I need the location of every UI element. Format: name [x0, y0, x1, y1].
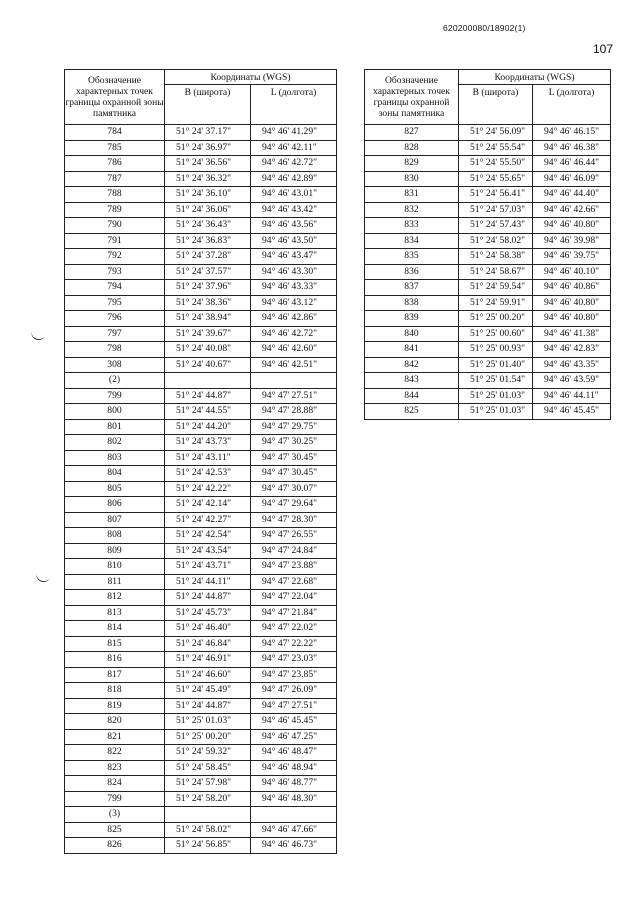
table-row: [65, 140, 337, 156]
table-row: [365, 187, 611, 203]
longitude-cell: 94° 46' 40.80": [533, 311, 611, 327]
longitude-cell: 94° 47' 26.55": [251, 528, 337, 544]
longitude-cell: 94° 47' 28.88": [251, 404, 337, 420]
point-cell: 791: [65, 233, 165, 249]
longitude-cell: 94° 46' 43.01": [251, 187, 337, 203]
header-lat: B (широта): [165, 85, 251, 125]
longitude-cell: 94° 46' 46.38": [533, 140, 611, 156]
table-row: [65, 636, 337, 652]
longitude-cell: 94° 47' 23.88": [251, 559, 337, 575]
table-row: [65, 295, 337, 311]
latitude-cell: 51° 24' 37.17": [165, 125, 251, 141]
latitude-cell: [165, 373, 251, 389]
longitude-cell: 94° 46' 43.12": [251, 295, 337, 311]
point-cell: 835: [365, 249, 459, 265]
table-row: [365, 326, 611, 342]
longitude-cell: [251, 807, 337, 823]
latitude-cell: 51° 24' 44.87": [165, 698, 251, 714]
table-row: [65, 435, 337, 451]
point-cell: 821: [65, 729, 165, 745]
longitude-cell: 94° 46' 42.66": [533, 202, 611, 218]
point-cell: 833: [365, 218, 459, 234]
point-cell: 844: [365, 388, 459, 404]
table-row: [65, 156, 337, 172]
latitude-cell: 51° 25' 01.40": [459, 357, 533, 373]
longitude-cell: 94° 46' 41.29": [251, 125, 337, 141]
table-row: [365, 140, 611, 156]
table-row: [65, 202, 337, 218]
table-row: [65, 357, 337, 373]
longitude-cell: 94° 46' 47.25": [251, 729, 337, 745]
table-row: [65, 342, 337, 358]
table-row: [65, 264, 337, 280]
latitude-cell: 51° 24' 46.91": [165, 652, 251, 668]
latitude-cell: 51° 25' 01.03": [459, 404, 533, 420]
point-cell: 812: [65, 590, 165, 606]
point-cell: 837: [365, 280, 459, 296]
latitude-cell: 51° 24' 40.08": [165, 342, 251, 358]
point-cell: 787: [65, 171, 165, 187]
longitude-cell: 94° 46' 40.10": [533, 264, 611, 280]
table-row: [65, 280, 337, 296]
point-cell: 817: [65, 667, 165, 683]
table-row: [365, 202, 611, 218]
longitude-cell: 94° 46' 39.75": [533, 249, 611, 265]
longitude-cell: 94° 47' 30.45": [251, 466, 337, 482]
point-cell: 786: [65, 156, 165, 172]
latitude-cell: 51° 24' 57.98": [165, 776, 251, 792]
latitude-cell: 51° 24' 46.60": [165, 667, 251, 683]
point-cell: 814: [65, 621, 165, 637]
table-row: [65, 404, 337, 420]
latitude-cell: 51° 25' 00.93": [459, 342, 533, 358]
latitude-cell: 51° 24' 43.73": [165, 435, 251, 451]
table-row: [65, 218, 337, 234]
latitude-cell: 51° 25' 00.60": [459, 326, 533, 342]
point-cell: 794: [65, 280, 165, 296]
latitude-cell: 51° 24' 36.32": [165, 171, 251, 187]
table-row: [65, 559, 337, 575]
latitude-cell: 51° 24' 42.14": [165, 497, 251, 513]
margin-mark: [35, 569, 52, 584]
table-row: [65, 543, 337, 559]
latitude-cell: 51° 24' 43.11": [165, 450, 251, 466]
longitude-cell: 94° 46' 43.35": [533, 357, 611, 373]
longitude-cell: 94° 46' 43.56": [251, 218, 337, 234]
longitude-cell: 94° 47' 30.45": [251, 450, 337, 466]
point-cell: 828: [365, 140, 459, 156]
longitude-cell: 94° 46' 43.33": [251, 280, 337, 296]
latitude-cell: 51° 24' 42.53": [165, 466, 251, 482]
table-row: [365, 404, 611, 420]
point-cell: 801: [65, 419, 165, 435]
point-cell: 829: [365, 156, 459, 172]
point-cell: 834: [365, 233, 459, 249]
point-cell: 792: [65, 249, 165, 265]
table-row: [65, 776, 337, 792]
point-cell: 822: [65, 745, 165, 761]
longitude-cell: 94° 46' 48.77": [251, 776, 337, 792]
table-row: [65, 590, 337, 606]
point-cell: 838: [365, 295, 459, 311]
longitude-cell: 94° 46' 40.80": [533, 218, 611, 234]
point-cell: 788: [65, 187, 165, 203]
longitude-cell: 94° 47' 22.04": [251, 590, 337, 606]
point-cell: 799: [65, 388, 165, 404]
table-row: [365, 342, 611, 358]
longitude-cell: 94° 47' 27.51": [251, 698, 337, 714]
latitude-cell: 51° 25' 01.03": [459, 388, 533, 404]
table-row: [365, 233, 611, 249]
latitude-cell: 51° 24' 45.73": [165, 605, 251, 621]
longitude-cell: 94° 46' 42.89": [251, 171, 337, 187]
table-row: [65, 760, 337, 776]
table-row: [65, 187, 337, 203]
longitude-cell: 94° 46' 42.51": [251, 357, 337, 373]
latitude-cell: 51° 24' 58.38": [459, 249, 533, 265]
longitude-cell: 94° 46' 42.72": [251, 326, 337, 342]
point-cell: 800: [65, 404, 165, 420]
point-cell: 805: [65, 481, 165, 497]
latitude-cell: 51° 24' 57.43": [459, 218, 533, 234]
longitude-cell: 94° 46' 46.09": [533, 171, 611, 187]
longitude-cell: 94° 47' 21.84": [251, 605, 337, 621]
table-row: [65, 481, 337, 497]
table-row: [65, 683, 337, 699]
longitude-cell: 94° 46' 47.66": [251, 822, 337, 838]
point-cell: 796: [65, 311, 165, 327]
latitude-cell: 51° 24' 42.54": [165, 528, 251, 544]
latitude-cell: 51° 24' 58.67": [459, 264, 533, 280]
table-row: [65, 249, 337, 265]
latitude-cell: 51° 25' 00.20": [165, 729, 251, 745]
longitude-cell: 94° 46' 42.11": [251, 140, 337, 156]
table-row: [65, 838, 337, 854]
point-cell: 832: [365, 202, 459, 218]
point-cell: 797: [65, 326, 165, 342]
table-row: [65, 621, 337, 637]
point-cell: 804: [65, 466, 165, 482]
table-row: [65, 450, 337, 466]
longitude-cell: 94° 46' 43.50": [251, 233, 337, 249]
table-row: [65, 745, 337, 761]
table-row: [365, 125, 611, 141]
point-cell: 836: [365, 264, 459, 280]
table-row: [365, 249, 611, 265]
latitude-cell: 51° 24' 44.20": [165, 419, 251, 435]
point-cell: (2): [65, 373, 165, 389]
longitude-cell: 94° 46' 45.45": [533, 404, 611, 420]
table-row: [65, 807, 337, 823]
point-cell: 839: [365, 311, 459, 327]
latitude-cell: 51° 24' 55.50": [459, 156, 533, 172]
latitude-cell: 51° 24' 37.57": [165, 264, 251, 280]
longitude-cell: 94° 46' 42.86": [251, 311, 337, 327]
latitude-cell: 51° 24' 43.54": [165, 543, 251, 559]
latitude-cell: 51° 24' 36.10": [165, 187, 251, 203]
latitude-cell: 51° 24' 37.28": [165, 249, 251, 265]
table-row: [65, 388, 337, 404]
table-row: [365, 311, 611, 327]
longitude-cell: 94° 47' 29.75": [251, 419, 337, 435]
point-cell: 813: [65, 605, 165, 621]
table-row: [65, 233, 337, 249]
header-lat: B (широта): [459, 85, 533, 125]
latitude-cell: 51° 25' 01.03": [165, 714, 251, 730]
longitude-cell: 94° 46' 42.72": [251, 156, 337, 172]
point-cell: 825: [65, 822, 165, 838]
latitude-cell: 51° 24' 46.40": [165, 621, 251, 637]
longitude-cell: 94° 46' 48.47": [251, 745, 337, 761]
longitude-cell: 94° 46' 48.30": [251, 791, 337, 807]
longitude-cell: [251, 373, 337, 389]
header-designation: Обозначение характерных точек границы охранной зоны памятника: [65, 70, 165, 125]
point-cell: 831: [365, 187, 459, 203]
latitude-cell: 51° 24' 59.54": [459, 280, 533, 296]
latitude-cell: 51° 25' 01.54": [459, 373, 533, 389]
header-lon: L (долгота): [533, 85, 611, 125]
longitude-cell: 94° 46' 43.59": [533, 373, 611, 389]
latitude-cell: 51° 24' 38.36": [165, 295, 251, 311]
coordinates-table-left: [64, 69, 337, 854]
latitude-cell: [165, 807, 251, 823]
latitude-cell: 51° 24' 36.43": [165, 218, 251, 234]
longitude-cell: 94° 46' 42.83": [533, 342, 611, 358]
table-row: [65, 791, 337, 807]
point-cell: (3): [65, 807, 165, 823]
margin-mark: [30, 327, 47, 342]
header-coords-group: Координаты (WGS): [165, 70, 337, 85]
longitude-cell: 94° 46' 40.80": [533, 295, 611, 311]
latitude-cell: 51° 24' 56.85": [165, 838, 251, 854]
latitude-cell: 51° 24' 37.96": [165, 280, 251, 296]
table-row: [365, 295, 611, 311]
table-row: [365, 357, 611, 373]
longitude-cell: 94° 46' 46.44": [533, 156, 611, 172]
longitude-cell: 94° 46' 39.98": [533, 233, 611, 249]
latitude-cell: 51° 24' 58.02": [165, 822, 251, 838]
point-cell: 795: [65, 295, 165, 311]
table-row: [65, 714, 337, 730]
latitude-cell: 51° 24' 59.91": [459, 295, 533, 311]
latitude-cell: 51° 24' 59.32": [165, 745, 251, 761]
table-row: [65, 326, 337, 342]
point-cell: 785: [65, 140, 165, 156]
table-row: [65, 729, 337, 745]
point-cell: 815: [65, 636, 165, 652]
header-lon: L (долгота): [251, 85, 337, 125]
longitude-cell: 94° 46' 43.42": [251, 202, 337, 218]
latitude-cell: 51° 24' 46.84": [165, 636, 251, 652]
table-row: [65, 822, 337, 838]
point-cell: 811: [65, 574, 165, 590]
longitude-cell: 94° 47' 23.85": [251, 667, 337, 683]
point-cell: 798: [65, 342, 165, 358]
latitude-cell: 51° 24' 56.41": [459, 187, 533, 203]
table-row: [365, 264, 611, 280]
longitude-cell: 94° 47' 28.30": [251, 512, 337, 528]
longitude-cell: 94° 47' 22.22": [251, 636, 337, 652]
table-row: [365, 388, 611, 404]
table-row: [365, 280, 611, 296]
table-row: [65, 311, 337, 327]
longitude-cell: 94° 46' 40.86": [533, 280, 611, 296]
longitude-cell: 94° 46' 48.94": [251, 760, 337, 776]
point-cell: 825: [365, 404, 459, 420]
table-row: [65, 125, 337, 141]
longitude-cell: 94° 46' 43.47": [251, 249, 337, 265]
point-cell: 816: [65, 652, 165, 668]
point-cell: 799: [65, 791, 165, 807]
table-row: [65, 605, 337, 621]
point-cell: 820: [65, 714, 165, 730]
point-cell: 790: [65, 218, 165, 234]
latitude-cell: 51° 24' 55.65": [459, 171, 533, 187]
longitude-cell: 94° 47' 30.25": [251, 435, 337, 451]
latitude-cell: 51° 24' 36.56": [165, 156, 251, 172]
latitude-cell: 51° 24' 39.67": [165, 326, 251, 342]
latitude-cell: 51° 24' 36.97": [165, 140, 251, 156]
table-row: [65, 528, 337, 544]
latitude-cell: 51° 24' 44.11": [165, 574, 251, 590]
latitude-cell: 51° 24' 55.54": [459, 140, 533, 156]
latitude-cell: 51° 24' 56.09": [459, 125, 533, 141]
longitude-cell: 94° 46' 42.60": [251, 342, 337, 358]
latitude-cell: 51° 24' 44.87": [165, 388, 251, 404]
point-cell: 308: [65, 357, 165, 373]
latitude-cell: 51° 24' 58.45": [165, 760, 251, 776]
point-cell: 823: [65, 760, 165, 776]
latitude-cell: 51° 24' 57.03": [459, 202, 533, 218]
longitude-cell: 94° 46' 44.11": [533, 388, 611, 404]
latitude-cell: 51° 24' 58.20": [165, 791, 251, 807]
point-cell: 793: [65, 264, 165, 280]
point-cell: 826: [65, 838, 165, 854]
table-row: [365, 373, 611, 389]
longitude-cell: 94° 46' 46.73": [251, 838, 337, 854]
table-row: [65, 373, 337, 389]
table-row: [65, 652, 337, 668]
point-cell: 819: [65, 698, 165, 714]
longitude-cell: 94° 47' 29.64": [251, 497, 337, 513]
latitude-cell: 51° 24' 40.67": [165, 357, 251, 373]
point-cell: 827: [365, 125, 459, 141]
longitude-cell: 94° 46' 45.45": [251, 714, 337, 730]
table-row: [65, 497, 337, 513]
point-cell: 802: [65, 435, 165, 451]
point-cell: 830: [365, 171, 459, 187]
point-cell: 842: [365, 357, 459, 373]
header-coords-group: Координаты (WGS): [459, 70, 611, 85]
longitude-cell: 94° 47' 22.02": [251, 621, 337, 637]
table-row: [65, 698, 337, 714]
longitude-cell: 94° 46' 44.40": [533, 187, 611, 203]
longitude-cell: 94° 47' 23.03": [251, 652, 337, 668]
latitude-cell: 51° 24' 42.27": [165, 512, 251, 528]
document-id: 620200080/18902(1): [443, 23, 526, 33]
longitude-cell: 94° 47' 27.51": [251, 388, 337, 404]
table-row: [65, 574, 337, 590]
coordinates-table-right: [364, 69, 611, 420]
latitude-cell: 51° 24' 44.87": [165, 590, 251, 606]
latitude-cell: 51° 24' 43.71": [165, 559, 251, 575]
latitude-cell: 51° 25' 00.20": [459, 311, 533, 327]
latitude-cell: 51° 24' 58.02": [459, 233, 533, 249]
table-row: [65, 419, 337, 435]
table-row: [365, 218, 611, 234]
point-cell: 840: [365, 326, 459, 342]
table-row: [65, 171, 337, 187]
longitude-cell: 94° 46' 43.30": [251, 264, 337, 280]
point-cell: 806: [65, 497, 165, 513]
point-cell: 824: [65, 776, 165, 792]
latitude-cell: 51° 24' 44.55": [165, 404, 251, 420]
point-cell: 808: [65, 528, 165, 544]
header-designation: Обозначение характерных точек границы охранной зоны памятника: [365, 70, 459, 125]
latitude-cell: 51° 24' 42.22": [165, 481, 251, 497]
point-cell: 841: [365, 342, 459, 358]
latitude-cell: 51° 24' 45.49": [165, 683, 251, 699]
point-cell: 810: [65, 559, 165, 575]
latitude-cell: 51° 24' 36.06": [165, 202, 251, 218]
point-cell: 789: [65, 202, 165, 218]
table-row: [65, 667, 337, 683]
longitude-cell: 94° 47' 22.68": [251, 574, 337, 590]
table-row: [65, 466, 337, 482]
point-cell: 784: [65, 125, 165, 141]
longitude-cell: 94° 46' 46.15": [533, 125, 611, 141]
point-cell: 818: [65, 683, 165, 699]
table-row: [365, 156, 611, 172]
longitude-cell: 94° 46' 41.38": [533, 326, 611, 342]
latitude-cell: 51° 24' 36.83": [165, 233, 251, 249]
table-row: [365, 171, 611, 187]
point-cell: 843: [365, 373, 459, 389]
longitude-cell: 94° 47' 26.09": [251, 683, 337, 699]
longitude-cell: 94° 47' 30.07": [251, 481, 337, 497]
latitude-cell: 51° 24' 38.94": [165, 311, 251, 327]
point-cell: 809: [65, 543, 165, 559]
longitude-cell: 94° 47' 24.84": [251, 543, 337, 559]
page-number: 107: [593, 42, 614, 56]
point-cell: 803: [65, 450, 165, 466]
point-cell: 807: [65, 512, 165, 528]
table-row: [65, 512, 337, 528]
